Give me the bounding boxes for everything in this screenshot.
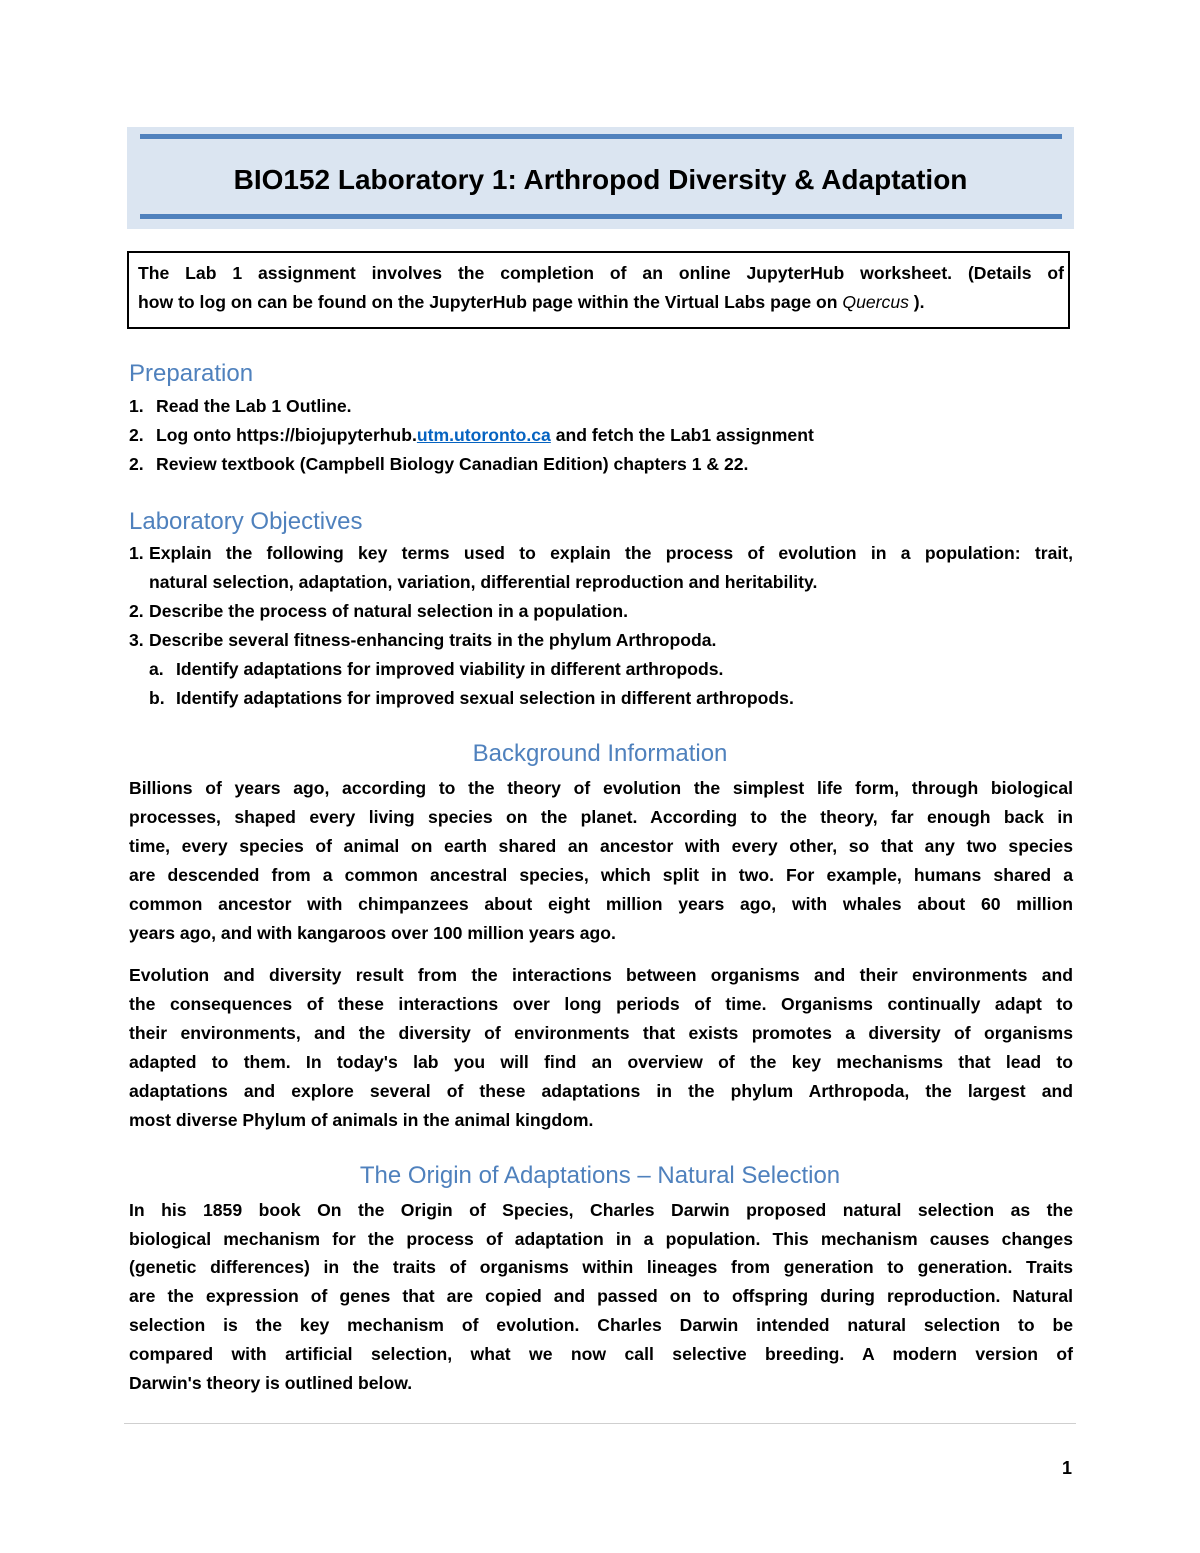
list-text: Describe several fitness-enhancing traits in the phylum Arthropoda.	[149, 630, 717, 650]
paragraph-line: Billions of years ago, according to the theory of evolution the simplest life form, through biological	[129, 778, 1073, 798]
paragraph-line: adapted to them. In today's lab you will find an overview of the key mechanisms that lead to	[129, 1052, 1073, 1072]
list-item	[129, 450, 1073, 479]
objective-subitem-b	[149, 684, 1093, 713]
paragraph-line: selection is the key mechanism of evolution. Charles Darwin intended natural selection to be	[129, 1315, 1073, 1335]
paragraph-line: common ancestor with chimpanzees about eight million years ago, with whales about 60 million	[129, 894, 1073, 914]
quercus-italic: Quercus	[842, 292, 909, 312]
list-number: 2.	[129, 454, 144, 474]
paragraph-line: adaptations and explore several of these adaptations in the phylum Arthropoda, the largest and	[129, 1081, 1073, 1101]
list-number: 1.	[129, 396, 144, 416]
list-number: 3.	[129, 630, 144, 650]
notice-line-2	[138, 288, 1064, 316]
list-text-end: and fetch the Lab1 assignment	[550, 425, 814, 445]
page-number: 1	[1061, 1458, 1072, 1478]
paragraph-line: time, every species of animal on earth shared an ancestor with every other, so that any two species	[129, 836, 1073, 856]
objective-item-3	[129, 626, 1073, 655]
document-title: BIO152 Laboratory 1: Arthropod Diversity & Adaptation	[233, 164, 968, 195]
list-letter: b.	[149, 688, 165, 708]
paragraph-line: years ago, and with kangaroos over 100 million years ago.	[129, 923, 616, 943]
preparation-heading: Preparation	[129, 360, 254, 387]
paragraph-line: (genetic differences) in the traits of organisms within lineages from generation to generation. Traits	[129, 1257, 1073, 1277]
list-text: Review textbook (Campbell Biology Canadian Edition) chapters 1 & 22.	[156, 454, 749, 474]
paragraph-line: are descended from a common ancestral species, which split in two. For example, humans shared a	[129, 865, 1073, 885]
notice-line-2-end: ).	[908, 292, 925, 312]
objective-subitem-a	[149, 655, 1093, 684]
list-number: 2.	[129, 425, 144, 445]
paragraph-line: most diverse Phylum of animals in the animal kingdom.	[129, 1110, 594, 1130]
list-text: Describe the process of natural selection in a population.	[149, 601, 629, 621]
list-letter: a.	[149, 659, 164, 679]
list-text: Log onto https://biojupyterhub.	[156, 425, 417, 445]
list-text: Read the Lab 1 Outline.	[156, 396, 352, 416]
list-item	[129, 421, 1073, 450]
paragraph-line: Evolution and diversity result from the interactions between organisms and their environments and	[129, 965, 1073, 985]
list-number: 1.	[129, 543, 144, 563]
list-number: 2.	[129, 601, 144, 621]
footer-rule	[124, 1423, 1076, 1424]
origin-heading: The Origin of Adaptations – Natural Selection	[359, 1162, 841, 1189]
objective-item-2	[129, 597, 1073, 626]
paragraph-line: compared with artificial selection, what we now call selective breeding. A modern version of	[129, 1344, 1073, 1364]
notice-line-1: The Lab 1 assignment involves the completion of an online JupyterHub worksheet. (Details of	[138, 263, 1064, 283]
paragraph-line: the consequences of these interactions over long periods of time. Organisms continually adapt to	[129, 994, 1073, 1014]
background-heading: Background Information	[472, 740, 728, 767]
objective-item-1	[129, 539, 1073, 568]
title-rule-bottom	[140, 214, 1062, 219]
list-text: Identify adaptations for improved viability in different arthropods.	[176, 659, 724, 679]
objective-item-1-cont: natural selection, adaptation, variation, differential reproduction and heritability.	[149, 572, 818, 592]
paragraph-line: biological mechanism for the process of adaptation in a population. This mechanism causes changes	[129, 1229, 1073, 1249]
paragraph-line: are the expression of genes that are copied and passed on to offspring during reproduction. Natural	[129, 1286, 1073, 1306]
notice-line-2-text: how to log on can be found on the JupyterHub page within the Virtual Labs page on	[138, 292, 843, 312]
title-rule-top	[140, 134, 1062, 139]
list-text: Explain the following key terms used to explain the process of evolution in a population: trait,	[149, 543, 1073, 563]
list-item	[129, 392, 1073, 421]
objectives-heading: Laboratory Objectives	[129, 508, 363, 535]
utoronto-link[interactable]: utm.utoronto.ca	[416, 425, 551, 445]
paragraph-line: Darwin's theory is outlined below.	[129, 1373, 413, 1393]
paragraph-line: their environments, and the diversity of environments that exists promotes a diversity of organisms	[129, 1023, 1073, 1043]
paragraph-line: In his 1859 book On the Origin of Species, Charles Darwin proposed natural selection as the	[129, 1200, 1073, 1220]
paragraph-line: processes, shaped every living species on the planet. According to the theory, far enough back in	[129, 807, 1073, 827]
list-text: Identify adaptations for improved sexual selection in different arthropods.	[176, 688, 794, 708]
